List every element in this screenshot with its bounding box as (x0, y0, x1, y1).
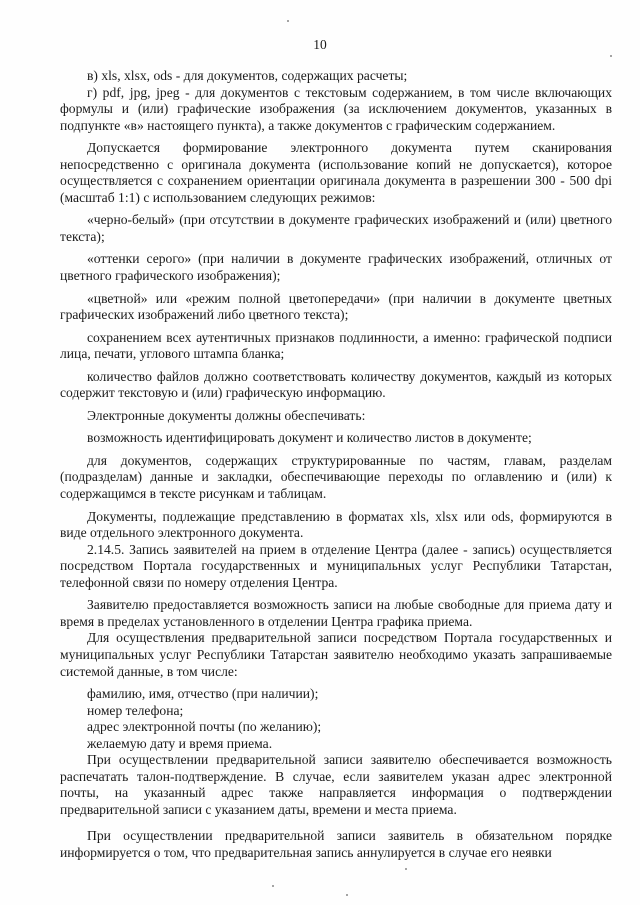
paragraph-separate-doc: Документы, подлежащие представлению в форматах xls, xlsx или ods, формируются в виде отдельного электронного документа. (60, 508, 612, 541)
paragraph-mode-bw: «черно-белый» (при отсутствии в документе графических изображений и (или) цветного текста); (60, 212, 612, 244)
paragraph-print-ticket: При осуществлении предварительной записи заявителю обеспечивается возможность распечатать талон-подтверждение. В случае, если заявителем указан адрес электронной почты, на указанный адрес также направляется информация о подтверждении предварительной записи с указанием даты, времени и места приема. (60, 752, 612, 817)
paragraph-2-14-5: 2.14.5. Запись заявителей на прием в отделение Центра (далее - запись) осуществляется посредством Портала государственных и муниципальных услуг Республики Татарстан, телефонной связи по номеру отделения Центра. (60, 541, 612, 590)
paragraph-formats-pdf: г) pdf, jpg, jpeg - для документов с текстовым содержанием, в том числе включающих формулы и (или) графические изображения (за исключением документов, указанных в подпункте «в» настоящего пункта), а также документов с графическим содержанием. (60, 84, 612, 133)
paragraph-identify: возможность идентифицировать документ и количество листов в документе; (87, 430, 532, 446)
paragraph-file-count: количество файлов должно соответствовать количеству документов, каждый из которых содержит текстовую и (или) графическую информацию. (60, 368, 612, 401)
list-item-phone: номер телефона; (87, 702, 184, 718)
scan-speck (610, 55, 612, 57)
scan-speck (346, 894, 348, 896)
list-item-full-name: фамилию, имя, отчество (при наличии); (87, 686, 319, 702)
paragraph-cancellation: При осуществлении предварительной записи заявитель в обязательном порядке информируется о том, что предварительная запись аннулируется в случае его неявки (60, 828, 612, 860)
paragraph-mode-grayscale: «оттенки серого» (при наличии в документе графических изображений, отличных от цветного графического изображения); (60, 251, 612, 284)
paragraph-portal-data: Для осуществления предварительной записи посредством Портала государственных и муниципальных услуг Республики Татарстан заявителю необходимо указать запрашиваемые системой данные, в том числе: (60, 630, 612, 679)
paragraph-mode-color: «цветной» или «режим полной цветопередачи» (при наличии в документе цветных графических изображений либо цветного текста); (60, 290, 612, 323)
paragraph-any-slot: Заявителю предоставляется возможность записи на любые свободные для приема дату и время в пределах установленного в отделении Центра графика приема. (60, 597, 612, 629)
document-body (60, 68, 612, 862)
list-item-email: адрес электронной почты (по желанию); (87, 719, 322, 735)
scan-speck (405, 868, 407, 870)
paragraph-edoc-requirements: Электронные документы должны обеспечивать: (87, 407, 366, 423)
paragraph-formats-xls: в) xls, xlsx, ods - для документов, содержащих расчеты; (87, 68, 408, 83)
paragraph-scanning: Допускается формирование электронного документа путем сканирования непосредственно с оригинала документа (использование копий не допускается), которое осуществляется с сохранением ориентации оригинала документа в разрешении 300 - 500 dpi (масштаб 1:1) с использованием следующих режимов: (60, 140, 612, 205)
scan-speck (272, 885, 274, 887)
scan-speck (287, 20, 289, 22)
paragraph-structured: для документов, содержащих структурированные по частям, главам, разделам (подразделам) данные и закладки, обеспечивающие переходы по оглавлению и (или) к содержащимся в тексте рисункам и таблицам. (60, 452, 612, 502)
paragraph-authenticity: сохранением всех аутентичных признаков подлинности, а именно: графической подписи лица, печати, углового штампа бланка; (60, 329, 612, 362)
page-number: 10 (313, 37, 327, 52)
list-item-date-time: желаемую дату и время приема. (87, 735, 273, 751)
